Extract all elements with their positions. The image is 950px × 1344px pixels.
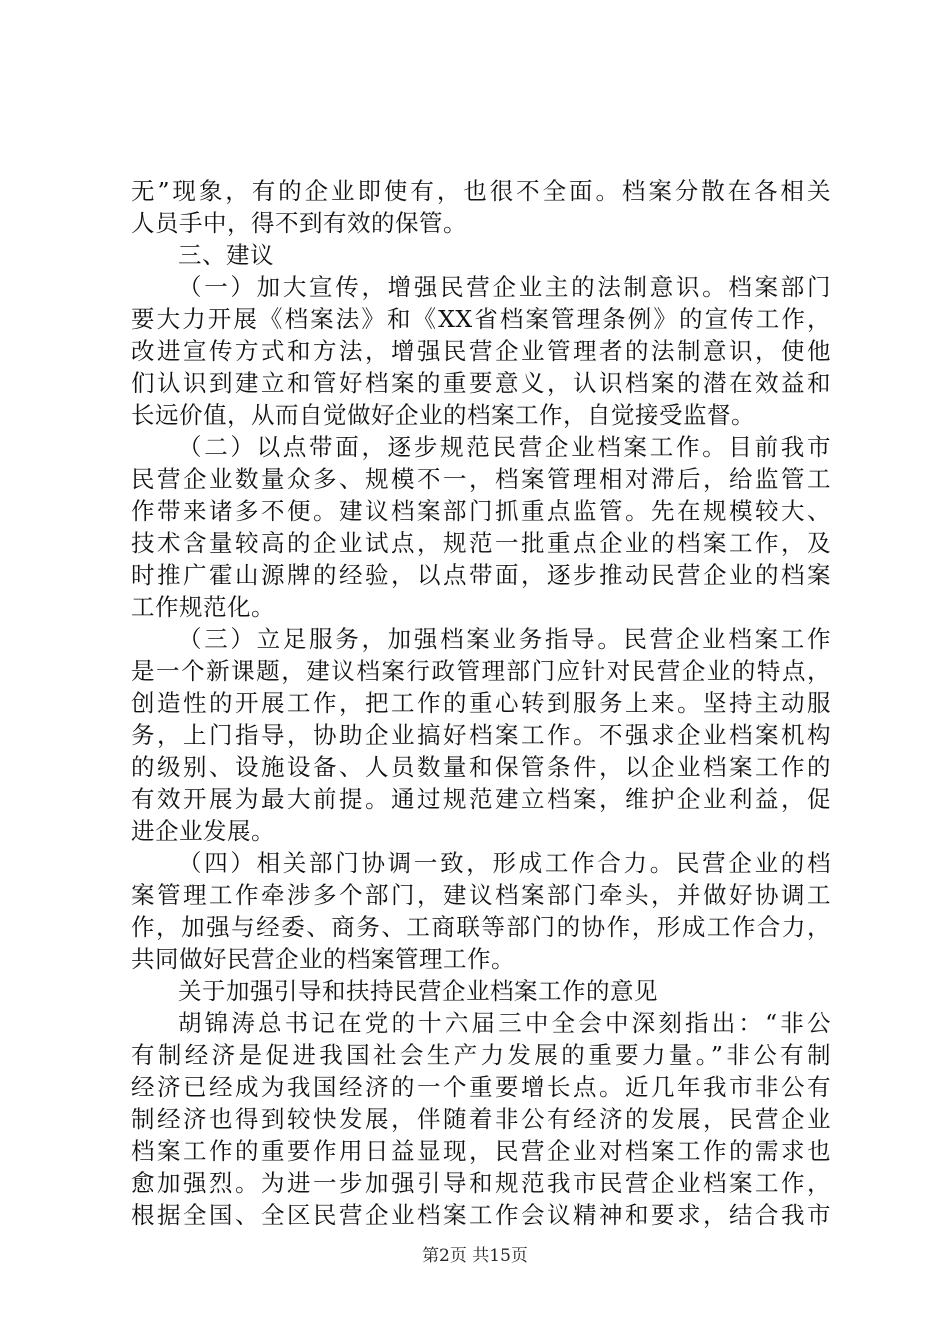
text-line: 长远价值，从而自觉做好企业的档案工作，自觉接受监督。 xyxy=(131,401,755,429)
text-line: 作，加强与经委、商务、工商联等部门的协作，形成工作合力， xyxy=(131,913,831,941)
text-line: 有效开展为最大前提。通过规范建立档案，维护企业利益，促 xyxy=(131,785,831,813)
text-line: 无”现象，有的企业即使有，也很不全面。档案分散在各相关 xyxy=(131,177,831,205)
text-line: 是一个新课题，建议档案行政管理部门应针对民营企业的特点， xyxy=(131,657,831,685)
text-line: 关于加强引导和扶持民营企业档案工作的意见 xyxy=(178,977,658,1005)
text-line: 根据全国、全区民营企业档案工作会议精神和要求，结合我市 xyxy=(131,1201,831,1229)
text-line: 作带来诸多不便。建议档案部门抓重点监管。先在规模较大、 xyxy=(131,497,831,525)
page-footer: 第2页 共15页 xyxy=(422,1246,528,1266)
text-line: 有制经济是促进我国社会生产力发展的重要力量。”非公有制 xyxy=(131,1041,831,1069)
text-line: 们认识到建立和管好档案的重要意义，认识档案的潜在效益和 xyxy=(131,369,831,397)
text-line: 时推广霍山源牌的经验，以点带面，逐步推动民营企业的档案 xyxy=(131,561,831,589)
text-line: （一）加大宣传，增强民营企业主的法制意识。档案部门 xyxy=(178,273,831,301)
text-line: 要大力开展《档案法》和《XX省档案管理条例》的宣传工作， xyxy=(131,305,831,333)
text-line: 务，上门指导，协助企业搞好档案工作。不强求企业档案机构 xyxy=(131,721,831,749)
text-line: 民营企业数量众多、规模不一，档案管理相对滞后，给监管工 xyxy=(131,465,831,493)
text-line: （四）相关部门协调一致，形成工作合力。民营企业的档 xyxy=(178,849,831,877)
text-line: （三）立足服务，加强档案业务指导。民营企业档案工作 xyxy=(178,625,831,653)
document-body xyxy=(131,175,831,1231)
text-line: 改进宣传方式和方法，增强民营企业管理者的法制意识，使他 xyxy=(131,337,831,365)
text-line: 创造性的开展工作，把工作的重心转到服务上来。坚持主动服 xyxy=(131,689,831,717)
text-line: 制经济也得到较快发展，伴随着非公有经济的发展，民营企业 xyxy=(131,1105,831,1133)
text-line: 三、建议 xyxy=(178,241,274,269)
text-line: 档案工作的重要作用日益显现，民营企业对档案工作的需求也 xyxy=(131,1137,831,1165)
text-line: 胡锦涛总书记在党的十六届三中全会中深刻指出：“非公 xyxy=(178,1009,831,1037)
text-line: 的级别、设施设备、人员数量和保管条件，以企业档案工作的 xyxy=(131,753,831,781)
text-line: 人员手中，得不到有效的保管。 xyxy=(131,209,467,237)
text-line: 进企业发展。 xyxy=(131,817,275,845)
text-line: 共同做好民营企业的档案管理工作。 xyxy=(131,945,515,973)
text-line: 工作规范化。 xyxy=(131,593,275,621)
text-line: 案管理工作牵涉多个部门，建议档案部门牵头，并做好协调工 xyxy=(131,881,831,909)
text-line: 技术含量较高的企业试点，规范一批重点企业的档案工作，及 xyxy=(131,529,831,557)
text-line: （二）以点带面，逐步规范民营企业档案工作。目前我市 xyxy=(178,433,831,461)
text-line: 经济已经成为我国经济的一个重要增长点。近几年我市非公有 xyxy=(131,1073,831,1101)
text-line: 愈加强烈。为进一步加强引导和规范我市民营企业档案工作， xyxy=(131,1169,831,1197)
